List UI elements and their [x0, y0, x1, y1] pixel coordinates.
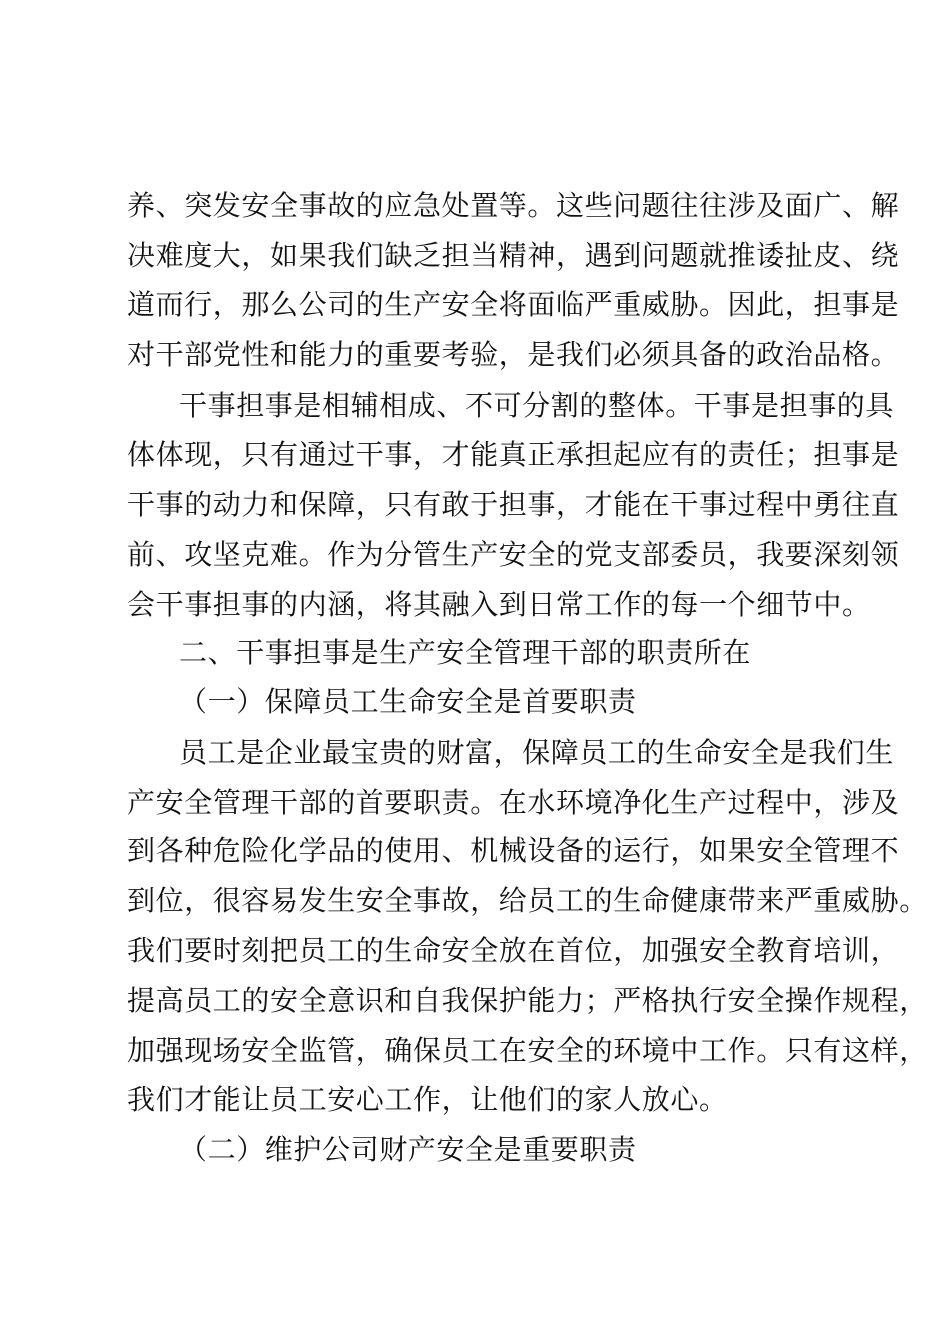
subsection-heading: （二）维护公司财产安全是重要职责 — [179, 1133, 637, 1166]
paragraph-line: 我们才能让员工安心工作，让他们的家人放心。 — [127, 1083, 728, 1116]
paragraph-line: 提高员工的安全意识和自我保护能力；严格执行安全操作规程， — [127, 984, 928, 1017]
paragraph-line: 到位，很容易发生安全事故，给员工的生命健康带来严重威胁。 — [127, 884, 928, 917]
paragraph-line: 前、攻坚克难。作为分管生产安全的党支部委员，我要深刻领 — [127, 538, 900, 571]
paragraph-line: 到各种危险化学品的使用、机械设备的运行，如果安全管理不 — [127, 834, 900, 867]
paragraph-line: 干事的动力和保障，只有敢于担事，才能在干事过程中勇往直 — [127, 488, 900, 521]
paragraph-line: 道而行，那么公司的生产安全将面临严重威胁。因此，担事是 — [127, 288, 900, 321]
paragraph-line: 产安全管理干部的首要职责。在水环境净化生产过程中，涉及 — [127, 786, 900, 819]
paragraph-line: 干事担事是相辅相成、不可分割的整体。干事是担事的具 — [179, 389, 895, 422]
paragraph-line: 我们要时刻把员工的生命安全放在首位，加强安全教育培训， — [127, 934, 900, 967]
paragraph-line: 加强现场安全监管，确保员工在安全的环境中工作。只有这样， — [127, 1034, 928, 1067]
subsection-heading: （一）保障员工生命安全是首要职责 — [179, 685, 637, 718]
paragraph-line: 对干部党性和能力的重要考验，是我们必须具备的政治品格。 — [127, 338, 900, 371]
paragraph-line: 体体现，只有通过干事，才能真正承担起应有的责任；担事是 — [127, 438, 900, 471]
paragraph-line: 养、突发安全事故的应急处置等。这些问题往往涉及面广、解 — [127, 189, 900, 222]
section-heading: 二、干事担事是生产安全管理干部的职责所在 — [179, 636, 752, 669]
paragraph-line: 员工是企业最宝贵的财富，保障员工的生命安全是我们生 — [179, 736, 895, 769]
paragraph-line: 决难度大，如果我们缺乏担当精神，遇到问题就推诿扯皮、绕 — [127, 239, 900, 272]
paragraph-line: 会干事担事的内涵，将其融入到日常工作的每一个细节中。 — [127, 588, 871, 621]
